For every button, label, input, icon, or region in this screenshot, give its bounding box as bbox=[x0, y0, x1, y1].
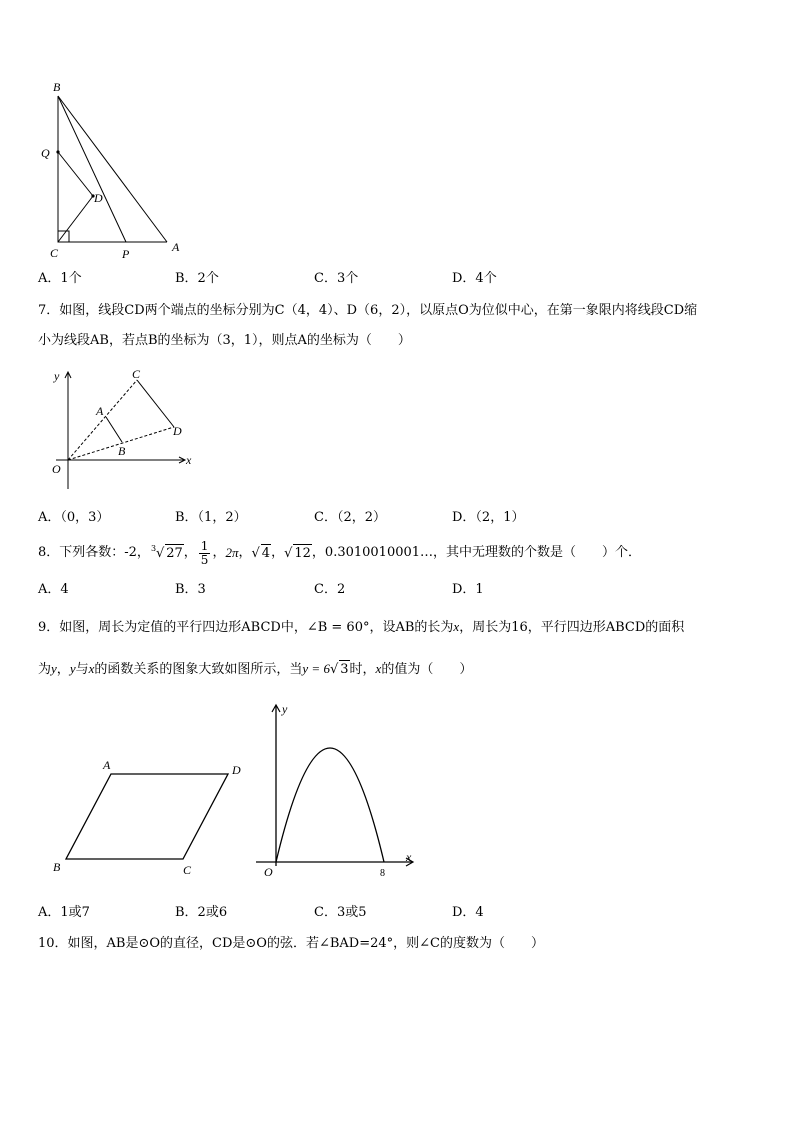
q8-fraction-denominator: 5 bbox=[200, 552, 209, 567]
parabola-curve bbox=[276, 748, 384, 862]
q7-option-a[interactable]: A．（0，3） bbox=[38, 510, 110, 525]
q8-sqrt12: √ 12 bbox=[284, 545, 311, 561]
parallelogram-figure bbox=[45, 755, 250, 880]
coordinate-figure bbox=[38, 365, 198, 493]
label-Q: Q bbox=[41, 146, 50, 160]
q8-fraction bbox=[199, 540, 211, 567]
q8-stem: 8．下列各数：-2， 3 √ 27 ， $\frac{1}{5}$ ， 2π ， √ 4 ， √ 12 ，0.3010010001…，其中无理数的个数是（ ）个． bbox=[38, 538, 642, 567]
q9-stem-line1: 9．如图，周长为定值的平行四边形ABCD中，∠B = 60°，设AB的长为x，周长为16，平行四边形ABCD的面积 bbox=[38, 619, 685, 635]
q9-option-b[interactable]: B．2或6 bbox=[175, 905, 228, 920]
tick-8: 8 bbox=[380, 868, 385, 879]
label-x: x bbox=[406, 850, 412, 864]
label-y: y bbox=[54, 369, 60, 383]
fig1-option-c[interactable]: C．3个 bbox=[314, 271, 359, 286]
label-B: B bbox=[53, 860, 61, 874]
q8-sqrt12-radicand: 12 bbox=[294, 545, 311, 561]
fig1-option-d[interactable]: D．4个 bbox=[452, 271, 497, 286]
q10-stem: 10．如图，AB是⊙O的直径，CD是⊙O的弦．若∠BAD=24°，则∠C的度数为（ ） bbox=[38, 936, 544, 951]
label-A: A bbox=[103, 758, 111, 772]
label-A: A bbox=[96, 404, 104, 418]
triangle-figure bbox=[36, 78, 196, 263]
q8-option-b[interactable]: B．3 bbox=[175, 582, 206, 597]
parallelogram-ABCD bbox=[66, 774, 228, 859]
q7-stem-line1: 7．如图，线段CD两个端点的坐标分别为C（4，4）、D（6，2），以原点O为位似中心，在第一象限内将线段CD缩 bbox=[38, 303, 698, 318]
segment-CD bbox=[137, 380, 174, 427]
q8-option-c[interactable]: C．2 bbox=[314, 582, 346, 597]
label-x: x bbox=[186, 453, 192, 467]
q8-two-pi: 2π bbox=[225, 545, 239, 560]
q7-option-b[interactable]: B．（1，2） bbox=[175, 510, 247, 525]
label-D: D bbox=[173, 424, 182, 438]
label-B: B bbox=[53, 80, 61, 94]
q8-cube-root-radicand: 27 bbox=[166, 545, 183, 561]
q8-cube-root-index: 3 bbox=[150, 543, 157, 553]
q9-option-a[interactable]: A．1或7 bbox=[38, 905, 90, 920]
label-A: A bbox=[172, 240, 180, 254]
label-D: D bbox=[232, 763, 241, 777]
segment-CD bbox=[58, 196, 93, 242]
q8-cube-root: 3 √ 27 bbox=[150, 544, 184, 563]
label-C: C bbox=[132, 367, 141, 381]
q8-sqrt4-radicand: 4 bbox=[261, 545, 271, 561]
function-graph bbox=[252, 700, 427, 885]
segment-QD bbox=[58, 152, 93, 196]
label-P: P bbox=[122, 247, 130, 261]
fig1-option-b[interactable]: B．2个 bbox=[175, 271, 219, 286]
q9-option-d[interactable]: D．4 bbox=[452, 905, 484, 920]
q8-sqrt4: √ 4 bbox=[251, 545, 271, 561]
q9-option-c[interactable]: C．3或5 bbox=[314, 905, 367, 920]
segment-BP bbox=[58, 96, 126, 242]
label-y: y bbox=[282, 702, 288, 716]
q8-option-d[interactable]: D．1 bbox=[452, 582, 484, 597]
label-O: O bbox=[52, 462, 61, 476]
label-C: C bbox=[183, 863, 192, 877]
q7-option-d[interactable]: D．（2，1） bbox=[452, 510, 525, 525]
q8-prefix: 8．下列各数：-2， bbox=[38, 545, 150, 560]
q8-fraction-numerator: 1 bbox=[200, 538, 209, 553]
q7-option-c[interactable]: C．（2，2） bbox=[314, 510, 386, 525]
q8-option-a[interactable]: A．4 bbox=[38, 582, 69, 597]
fig1-option-a[interactable]: A．1个 bbox=[38, 271, 82, 286]
label-B: B bbox=[118, 444, 126, 458]
q7-stem-line2: 小为线段AB，若点B的坐标为（3，1），则点A的坐标为（ ） bbox=[38, 333, 411, 348]
q8-tail: ，0.3010010001…，其中无理数的个数是（ ）个． bbox=[311, 545, 642, 560]
point-Q bbox=[56, 150, 59, 153]
label-C: C bbox=[50, 246, 59, 260]
label-D: D bbox=[94, 191, 103, 205]
q9-stem-line2: 为y，y与x的函数关系的图象大致如图所示，当y = 6√ 3时，x的值为（ ） bbox=[38, 661, 473, 677]
segment-AB bbox=[106, 417, 122, 442]
label-O: O bbox=[264, 865, 273, 879]
ray-OC bbox=[68, 380, 137, 460]
